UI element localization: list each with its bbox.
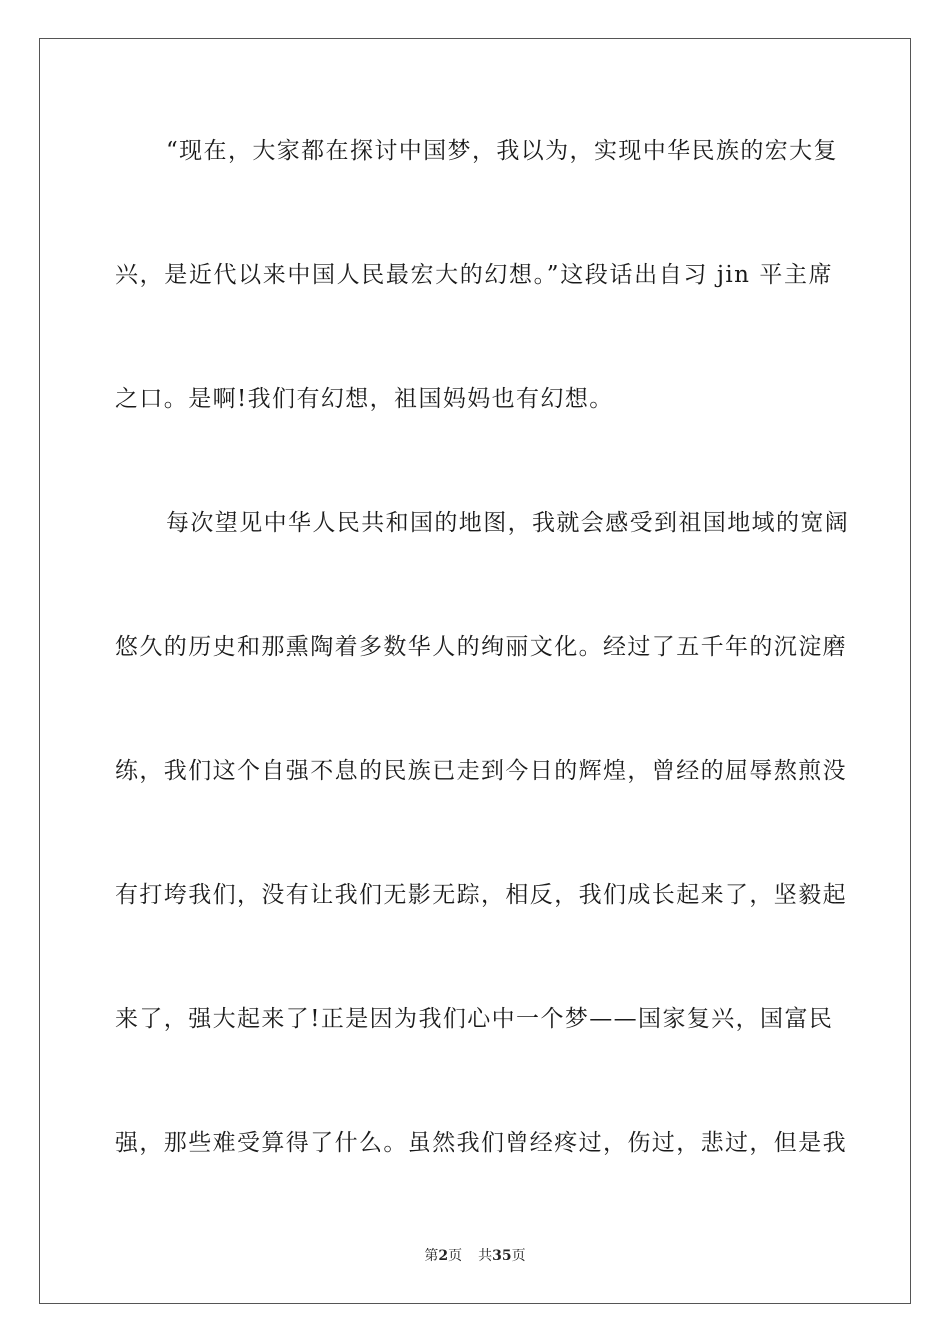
page-number: 2 (438, 1248, 449, 1264)
body-line-7: 有打垮我们，没有让我们无影无踪，相反，我们成长起来了，坚毅起 (115, 882, 847, 908)
page-footer (0, 1247, 950, 1265)
total-prefix: 共 (478, 1248, 493, 1264)
body-line-1: “现在，大家都在探讨中国梦，我以为，实现中华民族的宏大复 (166, 138, 838, 164)
page-suffix: 页 (448, 1248, 463, 1264)
page-prefix: 第 (424, 1248, 439, 1264)
body-line-2: 兴，是近代以来中国人民最宏大的幻想。”这段话出自习 jin 平主席 (115, 262, 833, 288)
body-line-3: 之口。是啊!我们有幻想，祖国妈妈也有幻想。 (115, 386, 614, 412)
body-line-9: 强，那些难受算得了什么。虽然我们曾经疼过，伤过，悲过，但是我 (115, 1130, 847, 1156)
body-line-8: 来了，强大起来了!正是因为我们心中一个梦——国家复兴，国富民 (115, 1006, 834, 1032)
total-suffix: 页 (511, 1248, 526, 1264)
body-line-6: 练，我们这个自强不息的民族已走到今日的辉煌，曾经的屈辱熬煎没 (115, 758, 847, 784)
total-pages: 35 (492, 1248, 512, 1264)
page-frame (39, 38, 911, 1304)
body-line-5: 悠久的历史和那熏陶着多数华人的绚丽文化。经过了五千年的沉淀磨 (115, 634, 847, 660)
body-line-4: 每次望见中华人民共和国的地图，我就会感受到祖国地域的宽阔 (166, 510, 850, 536)
